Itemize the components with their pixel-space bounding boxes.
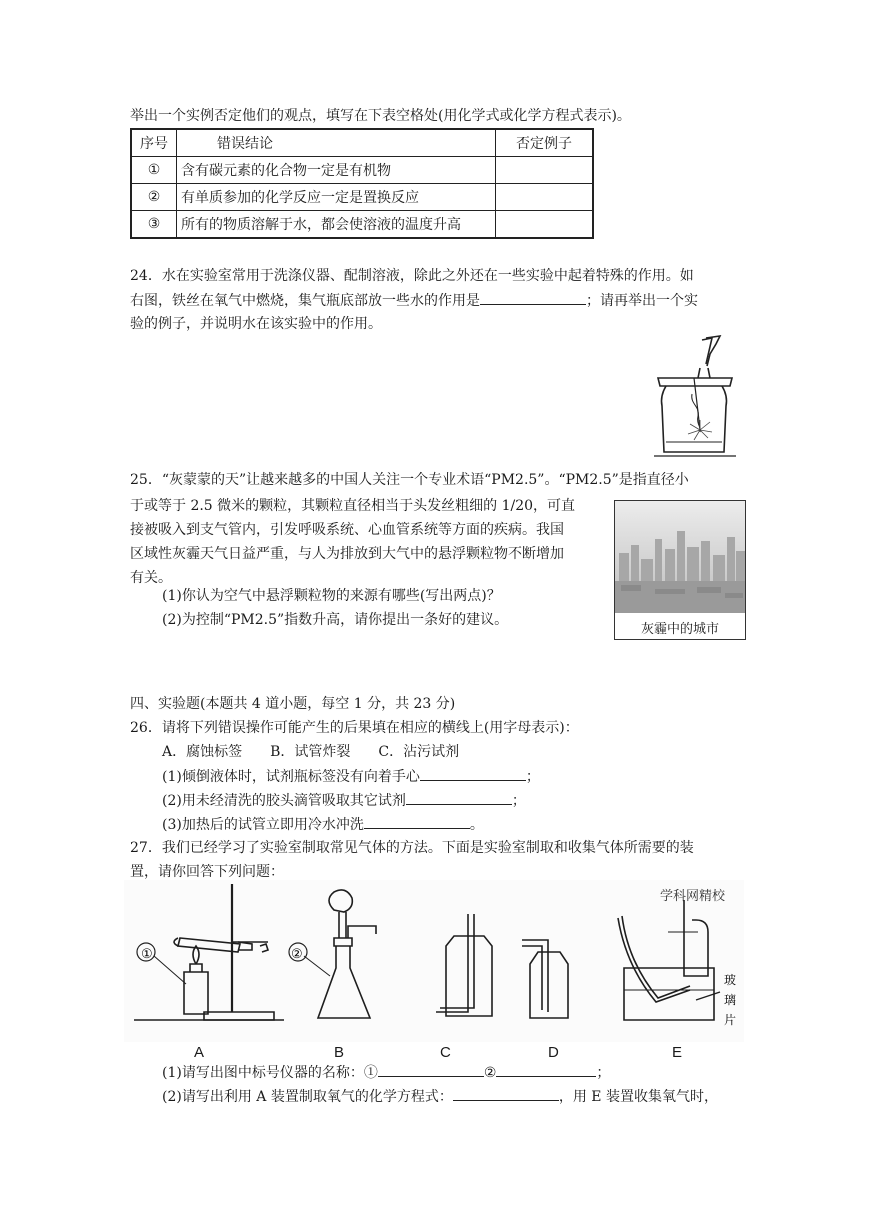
q26-answer-blank-3[interactable] <box>364 814 470 829</box>
figure-label-a: A <box>194 1044 205 1061</box>
row-number: ② <box>131 184 177 211</box>
q26-answer-blank-2[interactable] <box>406 790 512 805</box>
q26-sub-3-end: 。 <box>469 817 484 833</box>
hazy-city-image <box>615 501 745 613</box>
row-answer-cell[interactable] <box>496 211 594 239</box>
q25-line-4: 区域性灰霾天气日益严重，与人为排放到大气中的悬浮颗粒物不断增加 <box>130 546 564 562</box>
row-conclusion: 所有的物质溶解于水，都会使溶液的温度升高 <box>177 211 496 239</box>
q27-sub-2 <box>162 1086 718 1107</box>
q24-text-a: 右图，铁丝在氧气中燃烧，集气瓶底部放一些水的作用是 <box>130 293 480 309</box>
header-cell: 错误结论 <box>177 129 496 157</box>
table-row <box>131 157 593 184</box>
header-cell: 序号 <box>131 129 177 157</box>
q26-answer-blank-1[interactable] <box>420 766 526 781</box>
glass-label-2: 璃 <box>724 993 737 1007</box>
q27-answer-blank-2[interactable] <box>496 1062 596 1077</box>
marker-2: ② <box>291 947 303 962</box>
row-answer-cell[interactable] <box>496 184 594 211</box>
q27-sub-1-text: (1)请写出图中标号仪器的名称：① <box>162 1065 378 1081</box>
q26-line-1: 26．请将下列错误操作可能产生的后果填在相应的横线上(用字母表示)： <box>130 720 579 736</box>
q24-answer-blank[interactable] <box>480 290 586 305</box>
q25-line-2: 于或等于 2.5 微米的颗粒，其颗粒直径相当于头发丝粗细的 1/20，可直 <box>130 498 576 514</box>
row-number: ① <box>131 157 177 184</box>
table-row <box>131 211 593 239</box>
q27-answer-blank-3[interactable] <box>453 1086 559 1101</box>
row-number: ③ <box>131 211 177 239</box>
row-conclusion: 有单质参加的化学反应一定是置换反应 <box>177 184 496 211</box>
q27-sub-2-end: ，用 E 装置收集氧气时， <box>558 1089 718 1105</box>
figure-label-b: B <box>334 1044 345 1061</box>
figure-label-c: C <box>440 1044 451 1061</box>
q26-sub-3 <box>162 814 484 835</box>
watermark-text: 学科网精校 <box>660 888 726 903</box>
table-row <box>131 184 593 211</box>
q27-sub-1-end: ； <box>596 1065 611 1081</box>
q26-sub-3-text: (3)加热后的试管立即用冷水冲洗 <box>162 817 364 833</box>
gas-apparatus-figure <box>124 880 744 1042</box>
q27-answer-blank-1[interactable] <box>378 1062 484 1077</box>
glass-label-3: 片 <box>724 1013 737 1027</box>
q27-line-1: 27．我们已经学习了实验室制取常见气体的方法。下面是实验室制取和收集气体所需要的装 <box>130 840 694 856</box>
error-conclusion-table <box>130 128 594 239</box>
table-header-row <box>131 129 593 157</box>
q27-sub-1 <box>162 1062 610 1083</box>
row-conclusion: 含有碳元素的化合物一定是有机物 <box>177 157 496 184</box>
header-cell: 否定例子 <box>496 129 594 157</box>
q26-sub-2-end: ； <box>511 793 526 809</box>
q25-line-3: 接被吸入到支气管内，引发呼吸系统、心血管系统等方面的疾病。我国 <box>130 522 564 538</box>
q27-sub-2-text: (2)请写出利用 A 装置制取氧气的化学方程式： <box>162 1089 453 1105</box>
iron-wire-combustion-figure <box>650 334 740 466</box>
q26-sub-1-text: (1)倾倒液体时，试剂瓶标签没有向着手心 <box>162 769 420 785</box>
section-4-heading: 四、实验题(本题共 4 道小题，每空 1 分，共 23 分) <box>130 696 456 712</box>
q26-options: A．腐蚀标签 B．试管炸裂 C．沾污试剂 <box>162 744 460 760</box>
marker-1: ① <box>141 947 153 962</box>
q25-line-1: 25．“灰蒙蒙的天”让越来越多的中国人关注一个专业术语“PM2.5”。“PM2.5”是指直径小 <box>130 472 689 488</box>
q25-sub-1: (1)你认为空气中悬浮颗粒物的来源有哪些(写出两点)？ <box>162 588 501 604</box>
photo-caption: 灰霾中的城市 <box>640 621 719 636</box>
q27-sub-1-mid: ② <box>483 1065 497 1081</box>
hazy-city-photo <box>614 500 746 640</box>
q24-line-1: 24．水在实验室常用于洗涤仪器、配制溶液，除此之外还在一些实验中起着特殊的作用。如 <box>130 268 694 284</box>
q27-line-2: 置，请你回答下列问题： <box>130 864 284 880</box>
q26-sub-2 <box>162 790 526 811</box>
q25-sub-2: (2)为控制“PM2.5”指数升高，请你提出一条好的建议。 <box>162 612 509 628</box>
q24-line-2 <box>130 290 698 311</box>
figure-label-d: D <box>548 1044 559 1061</box>
intro-text: 举出一个实例否定他们的观点，填写在下表空格处(用化学式或化学方程式表示)。 <box>130 108 631 124</box>
q26-sub-1 <box>162 766 540 787</box>
row-answer-cell[interactable] <box>496 157 594 184</box>
figure-label-e: E <box>672 1044 683 1061</box>
q24-text-b: ；请再举出一个实 <box>586 293 698 309</box>
q26-sub-1-end: ； <box>525 769 540 785</box>
q25-line-5: 有关。 <box>130 570 172 586</box>
q24-line-3: 验的例子，并说明水在该实验中的作用。 <box>130 316 382 332</box>
glass-label-1: 玻 <box>724 973 737 987</box>
q26-sub-2-text: (2)用未经清洗的胶头滴管吸取其它试剂 <box>162 793 406 809</box>
